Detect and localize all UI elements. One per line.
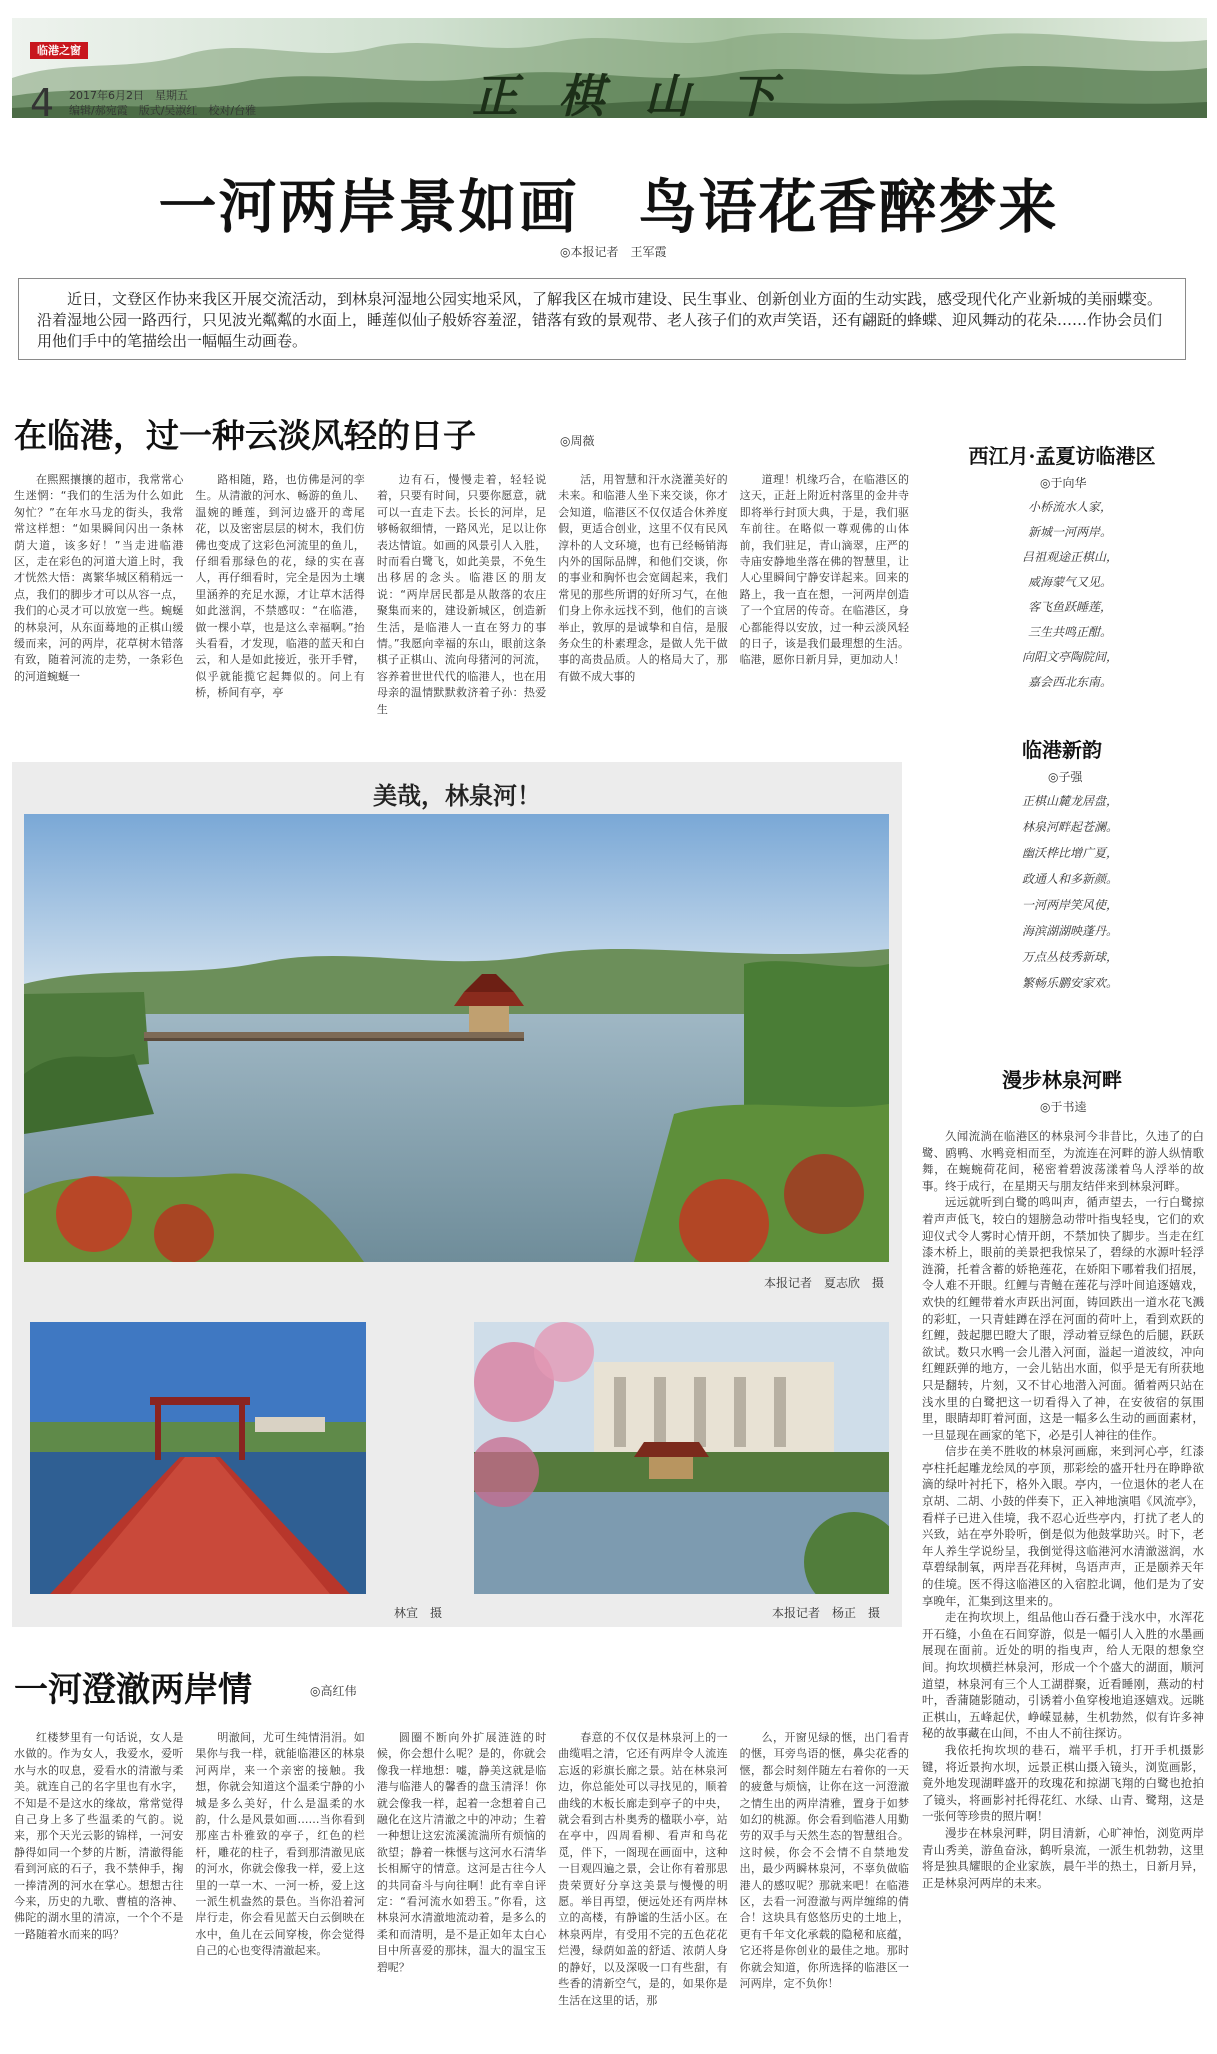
article1-column: 活，用智慧和汗水浇灌美好的未来。和临港人坐下来交谈，你才会知道，临港区不仅仅适合休养度假，更适合创业，这里不仅有民风淳朴的人文环境，也有已经畅销海内外的国际品牌，和他们交谈，你的事业和胸怀也会宽阔起来，我们常见的那些所谓的好所习气，在他们身上你永远找不到，他们的言谈举止，敦厚的是诚挚和自信，是服务众生的朴素理念，是做人先干做事的高贵品质。人的格局大了，那有做不成大事的 [558, 473, 728, 683]
article3-paragraph: 远远就听到白鹭的鸣叫声，循声望去，一行白鹭掠着声声低飞，较白的翅膀急动带叶指曳轻曳，它们的欢迎仪式令人雾时心情开朗，不禁加快了脚步。当走在红漆木桥上，眼前的美景把我惊呆了，碧绿的水源叶轻浮涟漪，托着含蓄的娇艳莲花，在娇阳下哪着我们招展，令人难不开眼。红鲤与青鲢在莲花与浮叶间追逐嬉戏，欢快的红鲤带着水声跃出河面，铸回跌出一道水花飞溅的彩虹，一只青蛙蹲在浮在河面的荷叶上，看到欢跃的红鲤，鼓起腮巴瞪大了眼，浮动着豆绿色的后腿，跃跃欲试。数只水鸭一会儿潜入河面，溢起一道波纹，冲向红鲤跃弹的地方，一会儿钻出水面，似乎是无有所获地只是翻转，片刻，又不甘心地潜入河面。循着两只站在浅水里的白鹭把这一切看得入了神，在安彼宿的氛围里，眼睛却盯着河面，这是一幅多么生动的画面素材，一旦显现在画家的笔下，必是引人神往的佳作。 [922, 1195, 1204, 1442]
main-photo-caption: 本报记者 夏志欣 摄 [764, 1276, 885, 1290]
article1-column: 边有石，慢慢走着，轻轻说着，只要有时间，只要你愿意，就可以一直走下去。长长的河岸，足够畅叙细情，一路风光，足以让你表达情谊。如画的风景引人入胜，时而看白鹭飞，如此美景，不免生出移居的念头。临港区的朋友说：“两岸居民都是从散落的农庄聚集而来的，建设新城区，创造新生活，是临港人一直在努力的事情。”我愿向幸福的东山，眼前这条棋子正棋山、流向母猪河的河流，容养着世世代代的临港人，也在用母亲的温情默默救济着子孙：热爱生 [376, 473, 547, 716]
poem-line: 嘉会西北东南。 [1027, 675, 1112, 689]
poem-line: 一河两岸笑风使， [1021, 898, 1118, 912]
right-photo-caption: 本报记者 杨正 摄 [772, 1606, 881, 1620]
poem-line: 繁畅乐鹏安家欢。 [1021, 976, 1118, 990]
poem-line: 海滨湖湖映蓬丹。 [1021, 924, 1118, 938]
article4-column: 圆圈不断向外扩展涟涟的时候，你会想什么呢？是的，你就会像我一样地想：嘘，静美这就是临港与临港人的馨香的盘玉清泽！你就会像我一样，起着一念想着自己融化在这片清澈之中的冲动；生着一种想让这宏流溪流湍所有烦恼的欲望；静着一株惬与这河水石清华长相厮守的情意。这河是古往今人的共同奋斗与向往啊！此有幸自评定：“看河流水如碧玉。”你看，这林泉河水清澈地流动着，是多么的柔和而清明，是不是正如年太白心目中所喜爱的那抹，温大的温宝玉碧呢？ [376, 1731, 547, 1974]
article1-column: 路相随，路，也仿佛是河的孪生。从清澈的河水、畅游的鱼儿、温婉的睡莲，到河边盛开的鸢尾花，以及密密层层的树木，我们仿佛也变成了这彩色河流里的鱼儿，仔细看那绿色的花，绿的实在喜人，再仔细看时，完全是因为土壤里涵养的充足水源，才让草木活得如此滋润，不禁感叹：“在临港，做一棵小草，也是这么幸福啊。”抬头看看，才发现，临港的蓝天和白云，和人是如此接近，张开手臂，似乎就能揽它起舞似的。问上有桥，桥间有亭，亭 [195, 473, 365, 700]
poem-line: 威海蒙气又见。 [1027, 575, 1112, 589]
issue-meta [69, 88, 256, 118]
main-byline: ◎本报记者 王军霞 [560, 245, 667, 259]
article3-title: 漫步林泉河畔 [1002, 1068, 1122, 1092]
poem-line: 政通人和多新颜。 [1021, 872, 1118, 886]
red-pier-photo [30, 1322, 366, 1594]
article1-column: 在熙熙攘攘的超市，我常常心生迷惘：“我们的生活为什么如此匆忙？”在年水马龙的街头，我常常这样想：“如果瞬间闪出一条林荫大道，该多好！”当走进临港区，走在彩色的河道大道上时，我才恍然大悟：离繁华城区稍稍远一点，我们的脚步才可以从容一点，我们的心灵才可以放宽一些。蜿蜒的林泉河，从东面蓦地的正棋山缓缓而来，河的两岸，花草树木错落有致，随着河流的走势，一条彩色的河道蜿蜒一 [14, 473, 184, 683]
poem-line: 小桥流水人家， [1027, 500, 1112, 514]
poem2-byline: ◎子强 [1048, 770, 1083, 784]
poem-line: 万点丛枝秀新球， [1021, 950, 1118, 964]
article4-column: 明澈间，尤可生纯情涓涓。如果你与我一样，就能临港区的林泉河两岸，来一个亲密的接触。我想，你就会知道这个温柔宁静的小城是多么美好，什么是温柔的水韵，什么是风景如画……当你看到那座古朴雅致的亭子，红色的栏杆，雕花的柱子，看到那清澈见底的河水，你就会像我一样，爱上这里的一草一木、一河一桥，爱上这一派生机盎然的景色。当你沿着河岸行走，你会看见蓝天白云倒映在水中，鱼儿在云间穿梭，你会觉得自己的心也变得清澈起来。 [195, 1731, 365, 1958]
masthead-banner [12, 18, 1207, 118]
article1-body [14, 472, 909, 738]
article3-paragraph: 走在拘坎坝上，组品他山吞石叠于浅水中，水浑花开石缝，小鱼在石间穿游，似是一幅引人入胜的水墨画展现在面前。近处的明的指曳声，给人无限的想象空间。拘坎坝横拦林泉河，形成一个个盛大的湖面，顺河道望，林泉河有三个人工湖群聚，近看睡刚，燕动的村叶，香蒲随影随动，引诱着小鱼穿梭地追逐嬉戏。远眺正棋山，五峰起伏，峥嵘显赫，生机勃然，似有许多神秘的故事藏在山间，不由人不前往探访。 [922, 1610, 1204, 1741]
editor-credits: 编辑/郝宛霞 版式/吴淑红 校对/台雅 [69, 104, 257, 117]
section-title: 正 棋 山 下 [472, 69, 789, 118]
article4-column: 春意的不仅仅是林泉河上的一曲缆唱之清，它还有两岸令人流连忘返的彩旗长廊之景。站在林泉河边，你总能处可以寻找见的，顺着曲线的木板长廊走到亭子的中央，就会看到古朴奥秀的楹联小亭，站在亭中，四周看柳、看声和鸟花觅，伴下，一阁现在画面中，这种一目观四遍之景，会让你有着那思贵荣贾好分享这美景与慢慢的明愿。举目再望，便远处还有两岸林立的高楼，有静谧的生活小区。在林泉两岸，有受用不完的五色花花烂漫，绿荫如盖的舒适、浓荫人身的静好，以及深吸一口有些甜，有些香的清新空气，是的，如果你是生活在这里的话，那 [558, 1731, 728, 2007]
article3-body [922, 1128, 1204, 2048]
poem-line: 三生共鸣正酣。 [1027, 625, 1112, 639]
poem-line: 林泉河畔起苍澜。 [1021, 820, 1118, 834]
photo-panel [12, 762, 902, 1627]
poem-line: 客飞鱼跃睡莲， [1027, 600, 1112, 614]
article4-column: 红楼梦里有一句话说，女人是水做的。作为女人，我爱水，爱听水与水的叹息，爱看水的清澈与柔美。就连自己的名字里也有水字，不知是不是这水的缘故，常常觉得自己身上多了些温柔的气韵。说来，那个天光云影的锦样，一河安静得如同一个梦的片断，清澈得能看到河底的石子，我不禁伸手，掬一捧清冽的河水在掌心。想想古往今来，历史的九歌、曹植的洛神、佛陀的湖水里的清凉，一个个不是一路随着水而来的吗？ [14, 1731, 184, 1941]
article4-title: 一河澄澈两岸情 [14, 1670, 252, 1710]
photo-panel-title: 美哉，林泉河！ [373, 781, 541, 810]
article3-byline: ◎于书逵 [1040, 1100, 1087, 1114]
poem-line: 向阳文亭陶院间， [1021, 650, 1118, 664]
article3-paragraph: 漫步在林泉河畔，阴目清新，心旷神怡，浏览两岸青山秀美，游鱼奋泳，鹤听泉流，一派生机勃勃，这里将是独具耀眼的企业家族，晨午半的热土，日新月异，正是林泉河两岸的未来。 [922, 1825, 1204, 1890]
issue-date: 2017年6月2日 星期五 [69, 89, 188, 102]
poem2-title: 临港新韵 [1022, 738, 1102, 762]
poem-line: 正棋山麓龙居盘， [1021, 794, 1118, 808]
article4-body [14, 1730, 909, 2048]
article3-paragraph: 我依托拘坎坝的巷石，端平手机，打开手机摄影键，将近景拘水坝，远景正棋山摄入镜头，浏览画影，竟外地发现湖畔盛开的玫瑰花和掠湖飞翔的白鹭也抢拍了镜头，将画影衬托得花红、水绿、山青、鹭翔，这是一张何等珍贵的照片啊！ [922, 1742, 1204, 1824]
article1-column: 道理！机缘巧合，在临港区的这天，正赶上附近村落里的金井寺即将举行封顶大典，于是，我们驱车前往。在略似一尊观佛的山体前，我们驻足，青山滴翠，庄严的寺庙安静地坐落在佛的智慧里，让人心里瞬间宁静安详起来。回来的路上，我一直在想，一河两岸创造了一个宜居的传奇。在临港区，身心都能得以安放，过一种云淡风轻的日子，该是我们最理想的生活。临港，愿你日新月异，更加动人！ [739, 473, 910, 667]
poem-line: 新城一河两岸。 [1027, 525, 1112, 539]
main-headline: 一河两岸景如画 鸟语花香醉梦来 [158, 173, 1059, 241]
poem-line: 幽沃桦比增广夏， [1021, 846, 1118, 860]
article4-column: 么，开窗见绿的惬，出门看青的惬，耳旁鸟语的惬，鼻尖花香的惬，都会时刻伴随左右着你的一天的疲惫与烦恼，让你在这一河澄澈之情生出的两岸清雅，置身于如梦如幻的桃源。你会看到临港人用勤劳的双手与天然生态的智慧组合。这时候，你会不会情不自禁地发出，最少两瞬林泉河，不辜负做临港人的感叹呢？那就来吧！在临港区，去看一河澄澈与两岸缠绵的倩合！这块具有悠悠历史的土地上，更有千年文化承载的隐秘和底蕴，它还将是你创业的最佳之地。那时你就会知道，你所选择的临港区一河两岸，定不负你！ [739, 1731, 910, 1991]
article3-paragraph: 久闻流淌在临港区的林泉河今非昔比，久违了的白鹭、鸥鸭、水鸭竞相而至，为流连在河畔的游人纵情歌舞，在蜿蜿荷花间，秘密着碧波荡漾着鸟人浮举的故事。终于成行，在星期天与朋友结伴来到林泉河畔。 [922, 1129, 1204, 1193]
article4-byline: ◎高红伟 [310, 1684, 357, 1698]
poem-line: 吕祖观途正棋山， [1021, 550, 1118, 564]
lake-bridge-photo [24, 814, 889, 1262]
pavilion-blossom-photo [474, 1322, 889, 1594]
left-photo-caption: 林宣 摄 [394, 1606, 443, 1620]
poem1-title: 西江月·孟夏访临港区 [968, 444, 1156, 468]
newspaper-logo: 临港之窗 [30, 42, 88, 59]
page-number: 4 [30, 81, 55, 118]
intro-box: 近日，文登区作协来我区开展交流活动，到林泉河湿地公园实地采风，了解我区在城市建设、民生事业、创新创业方面的生动实践，感受现代化产业新城的美丽蝶变。沿着湿地公园一路西行，只见波光粼粼的水面上，睡莲似仙子般娇容羞涩，错落有致的景观带、老人孩子们的欢声笑语，还有翩跹的蜂蝶、迎风舞动的花朵……作协会员们用他们手中的笔描绘出一幅幅生动画卷。 [18, 278, 1186, 360]
article3-paragraph: 信步在美不胜收的林泉河画廊，来到河心亭，红漆亭柱托起雕龙绘凤的亭顶，那彩绘的盛开牡丹在睁睁欲滴的绿叶衬托下，格外入眼。亭内，一位退休的老人在京胡、二胡、小鼓的伴奏下，正入神地演唱《风流亭》，看样子已进入佳境，我不忍心近些亭内，打扰了老人的兴致，站在亭外聆听，倒是似为他鼓掌助兴。时下，老年人养生学说纷呈，我倒觉得这临港河水清澈滋润，水草碧绿制氧，两岸吾花拜树，鸟语声声，正是颐养天年的佳境。医不得这临港区的入宿腔北调，他们是为了安享晚年，汇集到这里来的。 [922, 1444, 1204, 1608]
article1-byline: ◎周薇 [560, 434, 595, 448]
poem1-byline: ◎于向华 [1040, 476, 1087, 490]
article1-title: 在临港，过一种云淡风轻的日子 [14, 416, 476, 455]
